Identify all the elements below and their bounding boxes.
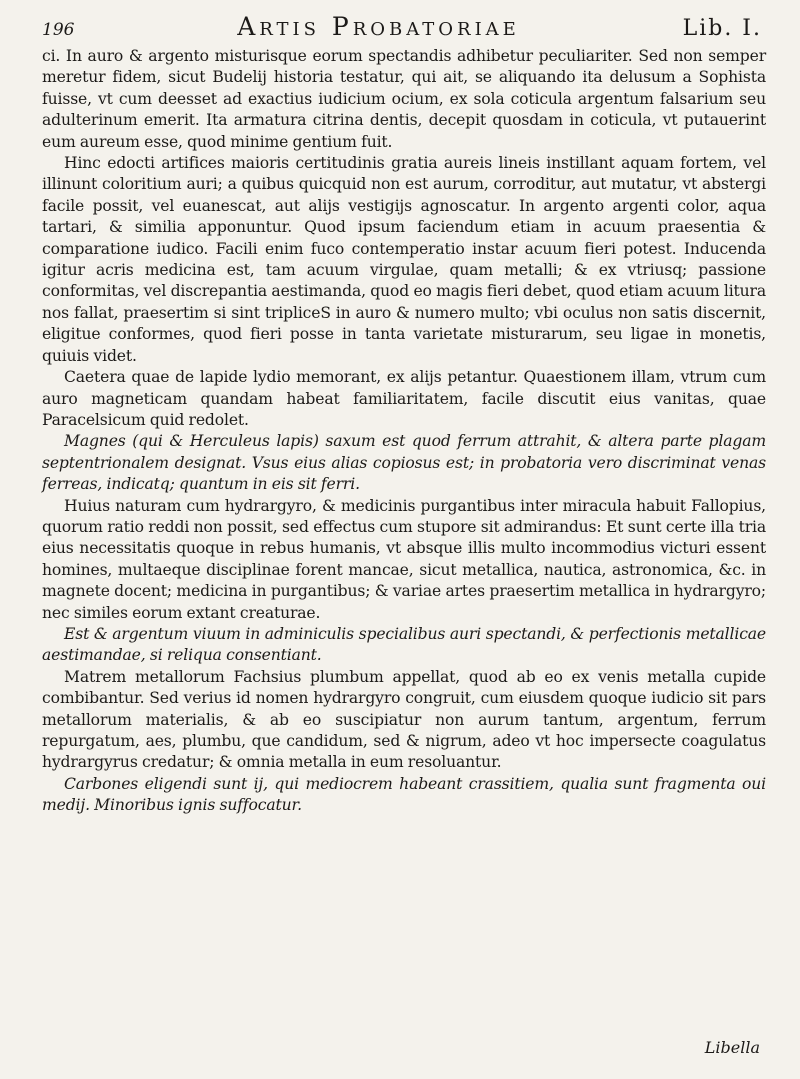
running-head (42, 12, 766, 42)
italic-paragraph: Magnes (qui & Herculeus lapis) saxum est quod ferrum attrahit, & altera parte plagam septentrionalem designat. Vsus eius alias copiosus est; in probatoria vero discriminat venas ferreas, indicatq; quantum in eis sit ferri. (42, 432, 766, 494)
italic-paragraph: Carbones eligendi sunt ij, qui mediocrem habeant crassitiem, qualia sunt fragmenta oui medij. Minoribus ignis suffocatur. (42, 774, 766, 815)
body-text (42, 46, 766, 817)
paragraph: Hinc edocti artifices maioris certitudinis gratia aureis lineis instillant aquam fortem, vel illinunt coloritium auri; a quibus quicquid non est aurum, corroditur, aut mutatur, vt abstergi facile possit, vel euanescat, aut alijs vestigijs agnoscatur. In argento argenti color, aqua tartari, & similia apponuntur. Quod ipsum faciendum etiam in acuum praesentia & comparatione iudico. Facili enim fuco contemperatio instar acuum fieri potest. Inducenda igitur acris medicina est, tam acuum virgulae, quam metalli; & ex vtriusq; passione conformitas, vel discrepantia aestimanda, quod eo magis fieri debet, quod etiam acuum litura nos fallat, praesertim si sint tripliceS in auro & numero multo; vbi oculus non satis discernit, eligitue conformes, quod fieri posse in tanta varietate misturarum, seu ligae in monetis, quiuis videt. (42, 154, 766, 365)
book-number: Lib. I. (682, 16, 762, 41)
paragraph: Matrem metallorum Fachsius plumbum appellat, quod ab eo ex venis metalla cupide combibantur. Sed verius id nomen hydrargyro congruit, cum eiusdem quoque iudicio sit pars metallorum materialis, & ab eo suscipiatur non aurum tantum, argentum, ferrum repurgatum, aes, plumbu, que candidum, sed & nigrum, adeo vt hoc impersecte coagulatus hydrargyrus credatur; & omnia metalla in eum resoluantur. (42, 667, 766, 772)
paragraph: Caetera quae de lapide lydio memorant, ex alijs petantur. Quaestionem illam, vtrum cum auro magneticam quandam habeat familiaritatem, facile discutit eius vanitas, quae Paracelsicum quid redolet. (42, 368, 766, 429)
running-title: Artis Probatoriae (237, 12, 520, 41)
catchword: Libella (704, 1038, 760, 1057)
paragraph: Huius naturam cum hydrargyro, & medicinis purgantibus inter miracula habuit Fallopius, quorum ratio reddi non possit, sed effectus cum stupore sit admirandus: Et sunt certe illa tria eius necessitatis quoque in rebus humanis, vt absque illis multo incommodius victuri essent homines, multaeque disciplinae forent mancae, sicut metallica, nautica, astronomica, &c. in magnete docent; medicina in purgantibus; & variae artes praesertim metallica in hydrargyro; nec similes eorum extant creaturae. (42, 496, 766, 622)
italic-paragraph: Est & argentum viuum in adminiculis specialibus auri spectandi, & perfectionis metallicae aestimandae, si reliqua consentiant. (42, 624, 766, 665)
paragraph: ci. In auro & argento misturisque eorum spectandis adhibetur peculiariter. Sed non semper meretur fidem, sicut Budelij historia testatur, qui ait, se aliquando ita delusum a Sophista fuisse, vt cum deesset ad exactius iudicium ocium, ex sola coticula argentum falsarium seu adulterinum emerit. Ita armatura citrina dentis, decepit quosdam in coticula, vt putauerint eum aureum esse, quod minime gentium fuit. (42, 47, 766, 151)
page-number: 196 (42, 20, 75, 40)
